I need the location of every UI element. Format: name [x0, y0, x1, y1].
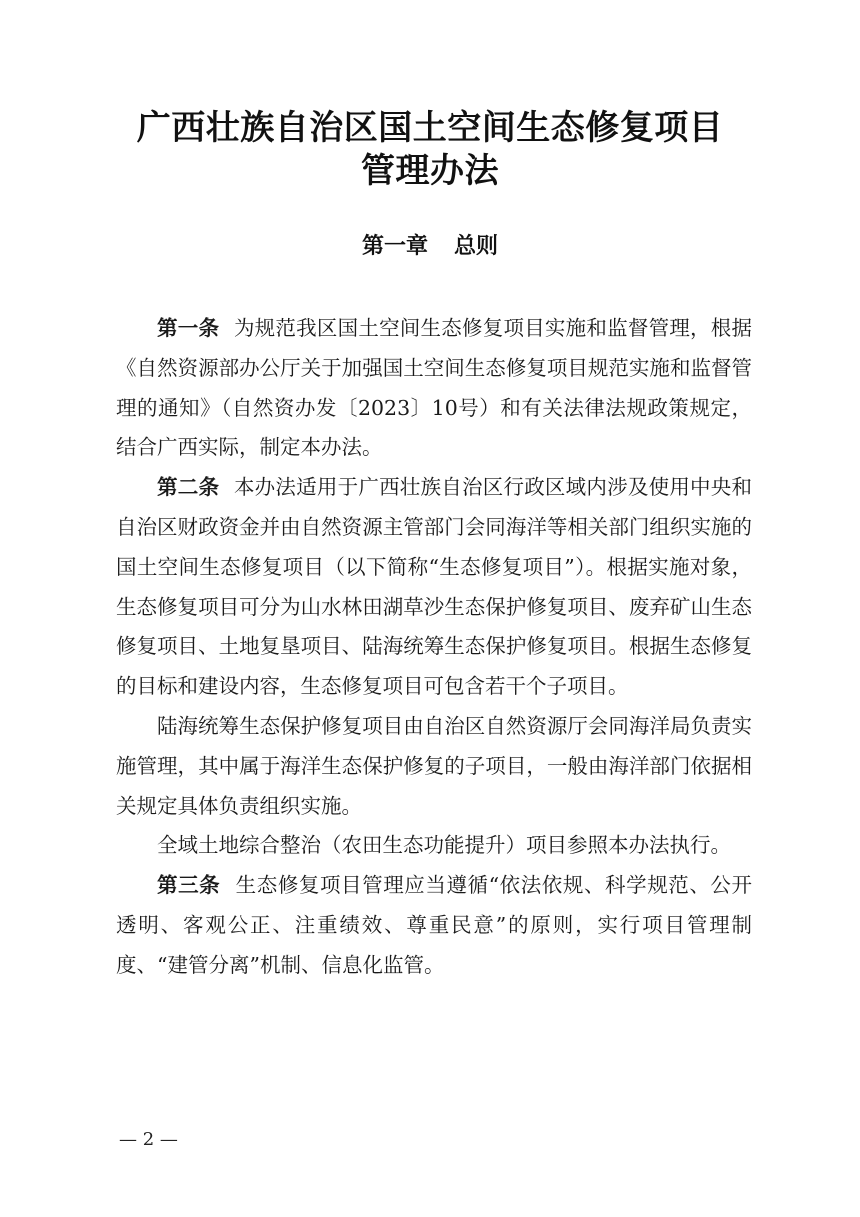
article-label: 第二条 [157, 475, 220, 500]
article-3 [116, 866, 752, 985]
document-body [116, 309, 752, 986]
chapter-number: 第一章 [361, 234, 428, 259]
article-label: 第三条 [157, 873, 221, 898]
article-label: 第一条 [157, 316, 220, 340]
paragraph-land-sea [116, 707, 752, 826]
paragraph-text: 陆海统筹生态保护修复项目由自治区自然资源厅会同海洋局负责实施管理，其中属于海洋生态保护修复的子项目，一般由海洋部门依据相关规定具体负责组织实施。 [116, 713, 752, 818]
chapter-title: 总则 [454, 234, 499, 259]
document-title-line2: 管理办法 [361, 151, 499, 191]
page-number: — 2 — [119, 1129, 178, 1150]
article-text: 生态修复项目管理应当遵循“依法依规、科学规范、公开透明、客观公正、注重绩效、尊重民意”的原则，实行项目管理制度、“建管分离”机制、信息化监管。 [116, 873, 752, 977]
article-1 [116, 309, 752, 468]
chapter-heading [0, 230, 860, 264]
paragraph-text: 全域土地综合整治（农田生态功能提升）项目参照本办法执行。 [157, 833, 731, 858]
article-2 [116, 468, 752, 707]
paragraph-land-consolidation [116, 826, 752, 866]
article-text: 为规范我区国土空间生态修复项目实施和监督管理，根据《自然资源部办公厅关于加强国土空间生态修复项目规范实施和监督管理的通知》（自然资办发〔2023〕10号）和有关法律法规政策规定，结合广西实际，制定本办法。 [116, 316, 753, 460]
document-title-line1: 广西壮族自治区国土空间生态修复项目 [136, 108, 724, 148]
article-text: 本办法适用于广西壮族自治区行政区域内涉及使用中央和自治区财政资金并由自然资源主管部门会同海洋等相关部门组织实施的国土空间生态修复项目（以下简称“生态修复项目”）。根据实施对象，生态修复项目可分为山水林田湖草沙生态保护修复项目、废弃矿山生态修复项目、土地复垦项目、陆海统筹生态保护修复项目。根据生态修复的目标和建设内容，生态修复项目可包含若干个子项目。 [116, 475, 753, 699]
